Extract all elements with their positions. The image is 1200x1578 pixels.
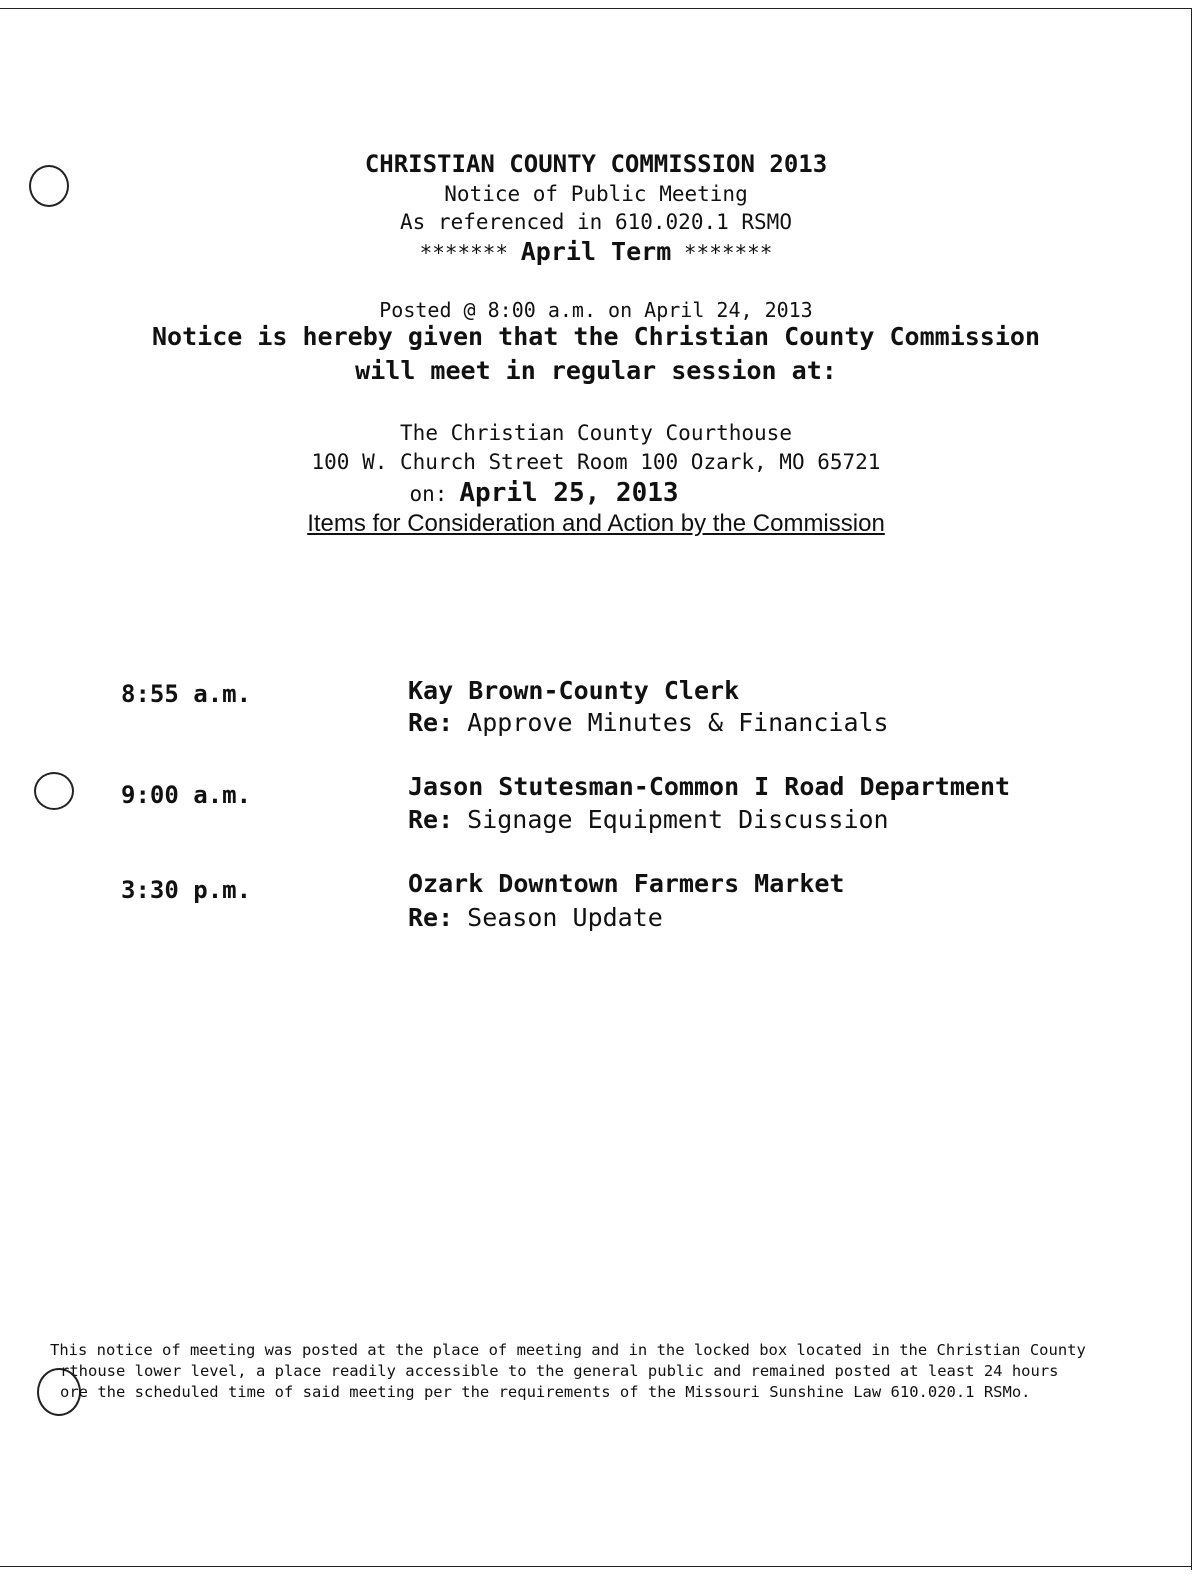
agenda-topic <box>408 903 663 932</box>
agenda-topic <box>408 708 889 737</box>
meeting-date-label: on: <box>409 482 448 506</box>
agenda-time: 8:55 a.m. <box>121 680 252 708</box>
punch-hole-middle <box>34 772 74 810</box>
notice-line-2: will meet in regular session at: <box>355 356 837 385</box>
agenda-topic-label: Re: <box>408 805 454 834</box>
meeting-date: April 25, 2013 <box>459 478 679 508</box>
notice-line-1: Notice is hereby given that the Christian County Commission <box>151 322 1041 351</box>
document-title: CHRISTIAN COUNTY COMMISSION 2013 <box>364 150 828 178</box>
agenda-topic-text: Approve Minutes & Financials <box>467 708 889 737</box>
term-line <box>0 237 1192 266</box>
term-name: April Term <box>520 237 672 266</box>
items-heading: Items for Consideration and Action by the Commission <box>307 510 885 537</box>
agenda-presenter: Jason Stutesman-Common I Road Department <box>408 772 1011 801</box>
meeting-address: 100 W. Church Street Room 100 Ozark, MO 65721 <box>311 450 881 474</box>
agenda-time: 9:00 a.m. <box>121 781 252 809</box>
footer-line-3: ore the scheduled time of said meeting per the requirements of the Missouri Sunshine Law 610.020.1 RSMo. <box>60 1383 1031 1401</box>
agenda-presenter: Kay Brown-County Clerk <box>408 676 740 705</box>
agenda-topic-label: Re: <box>408 708 454 737</box>
meeting-venue: The Christian County Courthouse <box>400 421 792 445</box>
page-bottom-edge <box>0 1566 1192 1567</box>
footer-line-2: rthouse lower level, a place readily accessible to the general public and remained posted at least 24 hours <box>60 1362 1059 1380</box>
term-stars-right: ******* <box>683 241 773 265</box>
statute-reference: As referenced in 610.020.1 RSMO <box>400 210 792 234</box>
meeting-date-line <box>0 478 1140 508</box>
agenda-topic-text: Signage Equipment Discussion <box>467 805 889 834</box>
page-top-edge <box>0 8 1192 9</box>
posting-notice-footer <box>50 1340 1150 1403</box>
document-subtitle: Notice of Public Meeting <box>444 182 748 206</box>
agenda-topic-text: Season Update <box>467 903 663 932</box>
agenda-topic <box>408 805 889 834</box>
agenda-topic-label: Re: <box>408 903 454 932</box>
posted-timestamp: Posted @ 8:00 a.m. on April 24, 2013 <box>379 298 813 322</box>
footer-line-1: This notice of meeting was posted at the place of meeting and in the locked box located in the Christian County <box>50 1341 1086 1359</box>
agenda-presenter: Ozark Downtown Farmers Market <box>408 869 845 898</box>
term-stars-left: ******* <box>419 241 509 265</box>
agenda-time: 3:30 p.m. <box>121 876 252 904</box>
